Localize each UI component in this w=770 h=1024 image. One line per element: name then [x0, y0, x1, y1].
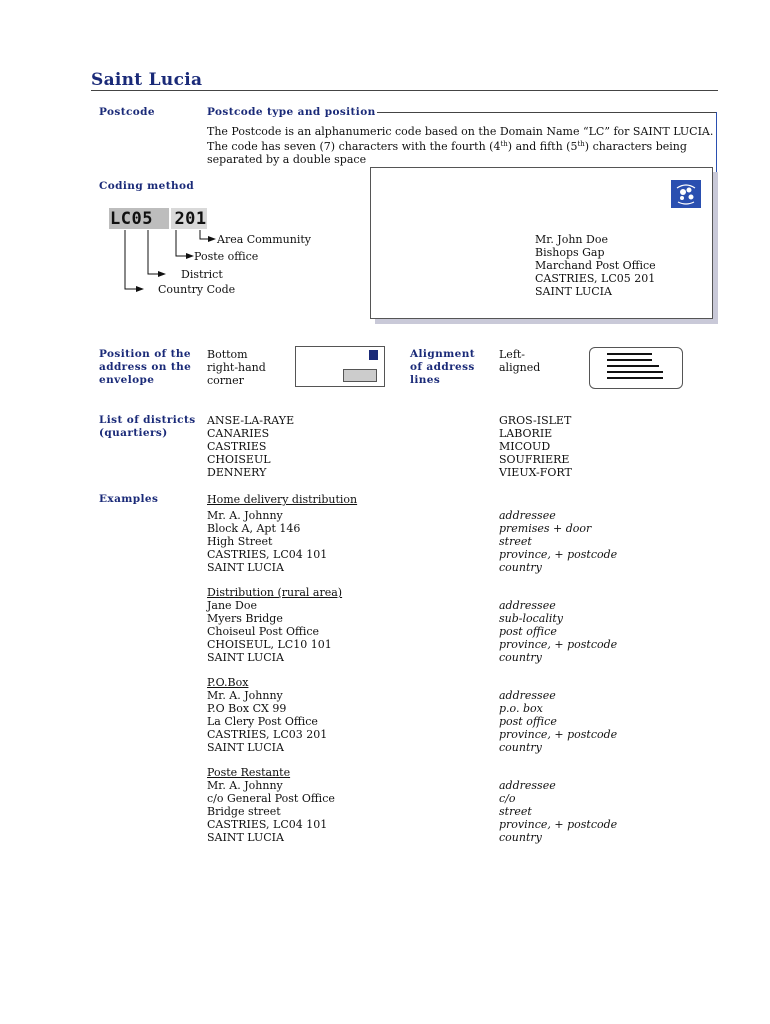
position-label: Position of the address on the envelope: [99, 348, 192, 386]
district-item: MICOUD: [499, 440, 551, 453]
envelope-address: [535, 233, 656, 298]
description-line-3: separated by a double space: [207, 153, 367, 166]
alignment-value: Left- aligned: [499, 348, 541, 374]
example-address-3: Mr. A. Johnny P.O Box CX 99 La Clery Post Office CASTRIES, LC03 201 SAINT LUCIA: [207, 689, 328, 754]
description-line-1: The Postcode is an alphanumeric code based on the Domain Name “LC” for SAINT LUCIA.: [207, 125, 714, 138]
district-item: CHOISEUL: [207, 453, 271, 466]
district-item: ANSE-LA-RAYE: [207, 414, 295, 427]
annotation-district: District: [181, 268, 223, 281]
districts-label: List of districts (quartiers): [99, 414, 196, 439]
postcode-example: [110, 209, 207, 229]
align-line-icon: [607, 353, 652, 355]
district-item: DENNERY: [207, 466, 267, 479]
example-address-1: Mr. A. Johnny Block A, Apt 146 High Street CASTRIES, LC04 101 SAINT LUCIA: [207, 509, 328, 574]
envelope-address-line: SAINT LUCIA: [535, 285, 612, 298]
example-notes-3: addressee p.o. box post office province, + postcode country: [499, 689, 618, 754]
postcode-label: Postcode: [99, 106, 155, 118]
annotation-poste-office: Poste office: [194, 250, 259, 263]
example-address-4: Mr. A. Johnny c/o General Post Office Bridge street CASTRIES, LC04 101 SAINT LUCIA: [207, 779, 335, 844]
district-item: CASTRIES: [207, 440, 267, 453]
postcode-part-2: 201: [174, 209, 207, 229]
coding-method-label: Coding method: [99, 180, 195, 192]
district-item: SOUFRIERE: [499, 453, 570, 466]
alignment-diagram: [589, 347, 683, 389]
envelope-address-line: CASTRIES, LC05 201: [535, 272, 656, 285]
districts-column-2: [499, 414, 572, 479]
examples-label: Examples: [99, 493, 159, 505]
envelope-address-line: Mr. John Doe: [535, 233, 608, 246]
example-address-2: Jane Doe Myers Bridge Choiseul Post Office CHOISEUL, LC10 101 SAINT LUCIA: [207, 599, 332, 664]
address-marker-icon: [343, 369, 377, 382]
district-item: VIEUX-FORT: [499, 466, 572, 479]
example-notes-1: addressee premises + door street province, + postcode country: [499, 509, 618, 574]
postcode-description: [207, 125, 722, 166]
align-line-icon: [607, 377, 663, 379]
district-item: GROS-ISLET: [499, 414, 572, 427]
example-heading-home-delivery: Home delivery distribution: [207, 493, 358, 506]
align-line-icon: [607, 359, 652, 361]
stamp-marker-icon: [369, 350, 378, 360]
title-rule: [91, 90, 718, 91]
postcode-part-1: LC05: [110, 209, 153, 229]
alignment-label: Alignment of address lines: [410, 348, 475, 386]
annotation-area-community: Area Community: [217, 233, 311, 246]
align-line-icon: [607, 365, 659, 367]
envelope-address-line: Bishops Gap: [535, 246, 605, 259]
page-title: Saint Lucia: [91, 70, 203, 90]
example-notes-2: addressee sub-locality post office province, + postcode country: [499, 599, 618, 664]
position-value: Bottom right-hand corner: [207, 348, 266, 387]
envelope-address-line: Marchand Post Office: [535, 259, 656, 272]
annotation-country-code: Country Code: [158, 283, 236, 296]
align-line-icon: [607, 371, 663, 373]
example-notes-4: addressee c/o street province, + postcode country: [499, 779, 618, 844]
postal-emblem-icon: [671, 180, 701, 208]
example-heading-poste-restante: Poste Restante: [207, 766, 291, 779]
heading-rule: [377, 112, 717, 113]
district-item: CANARIES: [207, 427, 270, 440]
districts-column-1: [207, 414, 294, 479]
example-heading-pobox: P.O.Box: [207, 676, 249, 689]
example-heading-rural: Distribution (rural area): [207, 586, 343, 599]
district-item: LABORIE: [499, 427, 553, 440]
postcode-heading: Postcode type and position: [207, 106, 376, 118]
description-line-2: The code has seven (7) characters with the fourth (4th) and fifth (5th) characters being: [207, 140, 687, 153]
